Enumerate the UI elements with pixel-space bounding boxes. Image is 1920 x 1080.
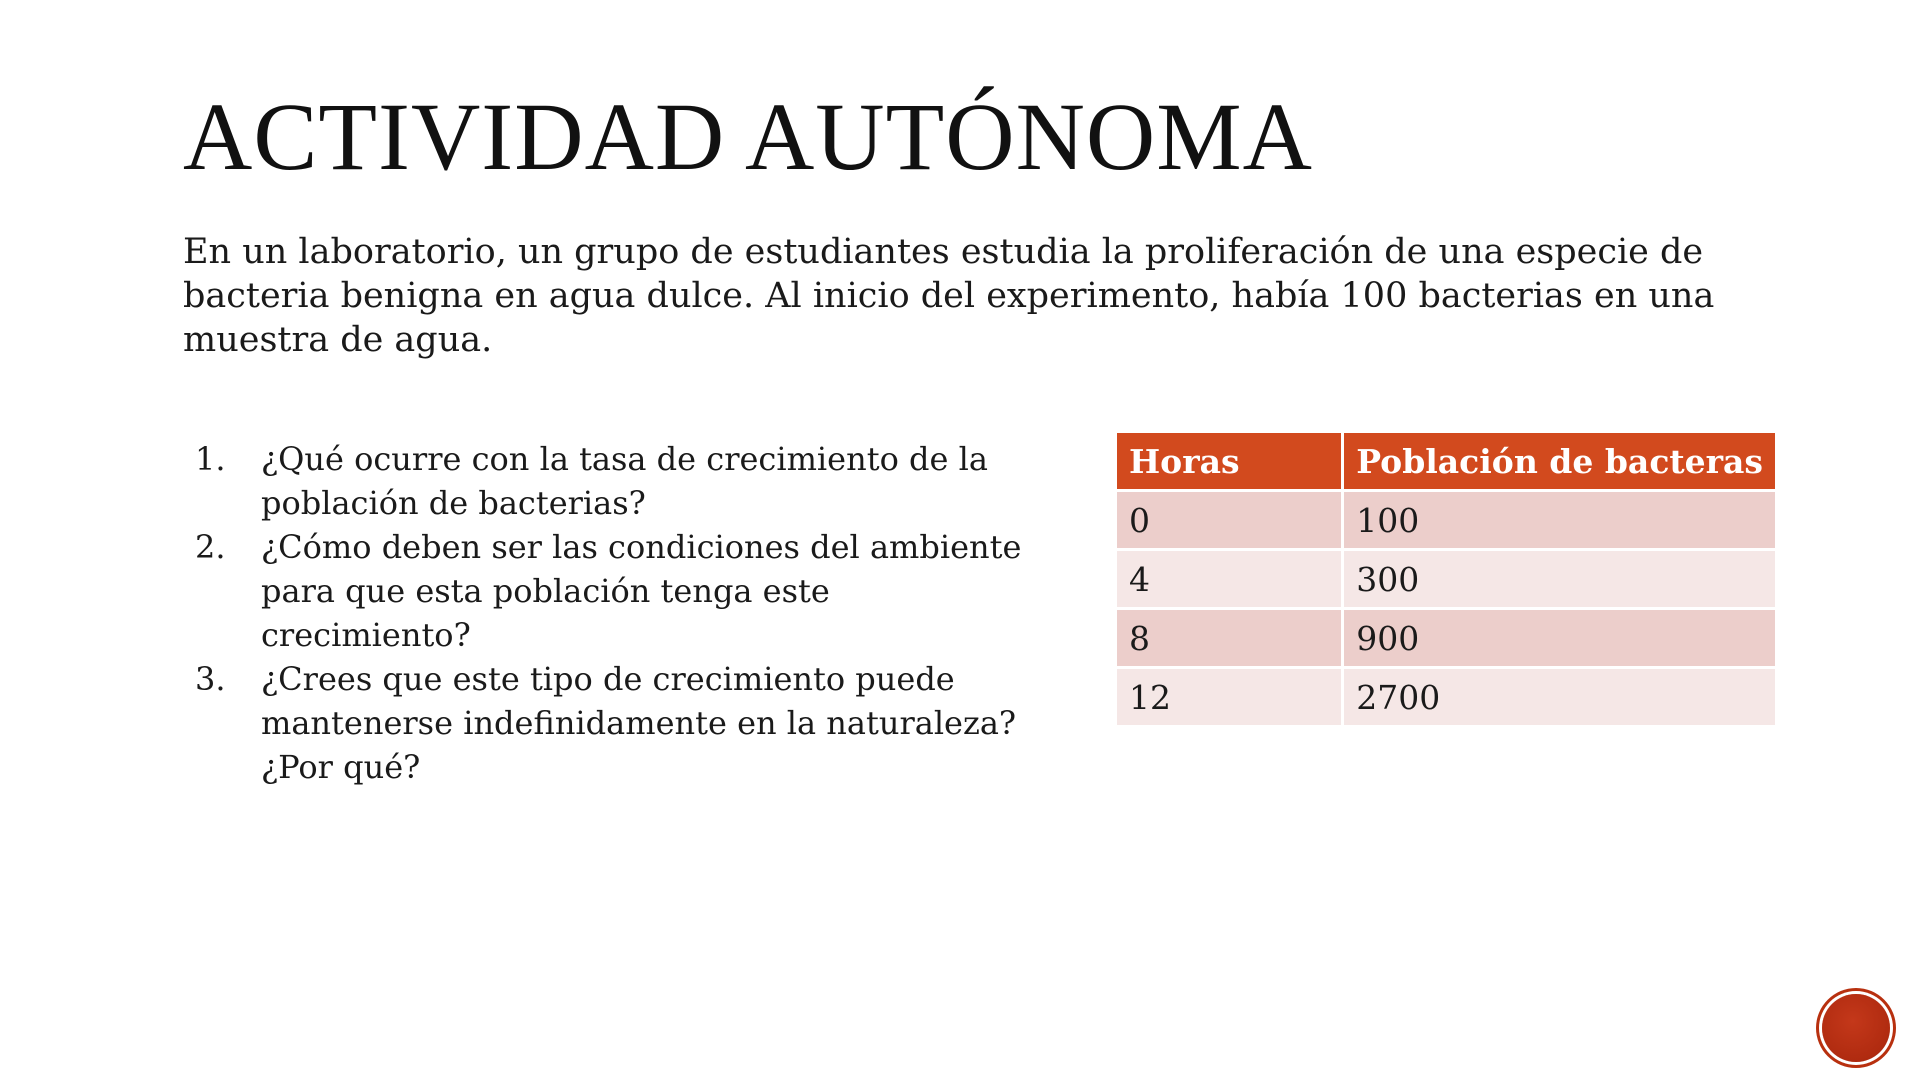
question-item xyxy=(183,657,1033,789)
cell-poblacion: 300 xyxy=(1343,550,1777,609)
header-horas: Horas xyxy=(1116,432,1343,491)
question-text: ¿Crees que este tipo de crecimiento puede mantenerse indefinidamente en la naturaleza? ¿Por qué? xyxy=(261,660,1017,786)
slide-title: ACTIVIDAD AUTÓNOMA xyxy=(183,83,1313,190)
table-header-row xyxy=(1116,432,1777,491)
question-text: ¿Cómo deben ser las condiciones del ambiente para que esta población tenga este crecimiento? xyxy=(261,528,1022,654)
table-row xyxy=(1116,609,1777,668)
question-number: 1. xyxy=(195,440,226,478)
cell-horas: 8 xyxy=(1116,609,1343,668)
red-circle-button-icon[interactable] xyxy=(1822,994,1890,1062)
question-number: 3. xyxy=(195,660,226,698)
question-item xyxy=(183,525,1033,657)
question-text: ¿Qué ocurre con la tasa de crecimiento de la población de bacterias? xyxy=(261,440,988,522)
cell-poblacion: 2700 xyxy=(1343,668,1777,727)
cell-horas: 12 xyxy=(1116,668,1343,727)
cell-horas: 0 xyxy=(1116,491,1343,550)
intro-paragraph: En un laboratorio, un grupo de estudiantes estudia la proliferación de una especie de bacteria benigna en agua dulce. Al inicio del experimento, había 100 bacterias en una muestra de agua. xyxy=(183,232,1715,360)
table-row xyxy=(1116,668,1777,727)
question-number: 2. xyxy=(195,528,226,566)
bacteria-table xyxy=(1114,430,1778,728)
cell-poblacion: 900 xyxy=(1343,609,1777,668)
question-list xyxy=(183,437,1033,789)
cell-horas: 4 xyxy=(1116,550,1343,609)
table-row xyxy=(1116,491,1777,550)
cell-poblacion: 100 xyxy=(1343,491,1777,550)
header-poblacion: Población de bacteras xyxy=(1343,432,1777,491)
table-row xyxy=(1116,550,1777,609)
question-item xyxy=(183,437,1033,525)
